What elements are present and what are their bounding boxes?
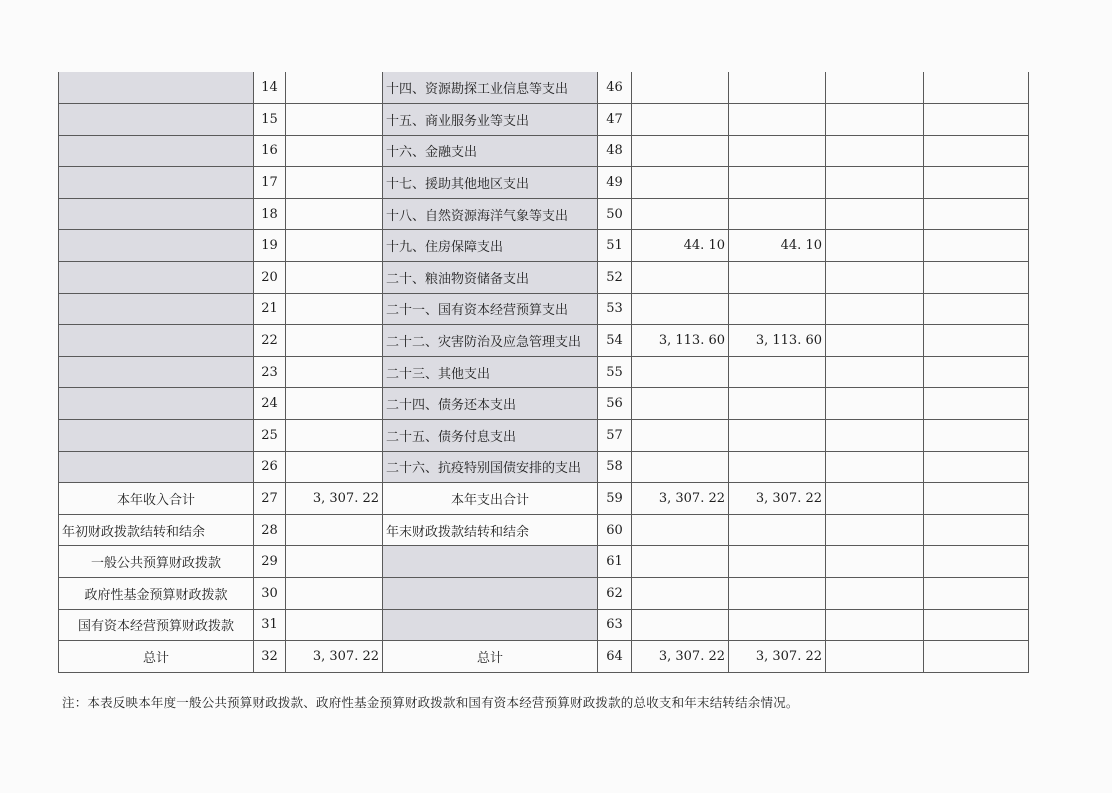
expense-item-cell: 十五、商业服务业等支出 — [383, 104, 598, 136]
income-line-no-cell: 25 — [254, 420, 286, 452]
income-amount-cell — [286, 198, 383, 230]
income-amount-cell — [286, 578, 383, 610]
blank-column-cell — [826, 578, 924, 610]
blank-column-cell — [826, 104, 924, 136]
expense-line-no-cell: 52 — [598, 262, 632, 294]
expense-subtotal-cell: 3, 113. 60 — [729, 325, 826, 357]
blank-column-cell — [826, 356, 924, 388]
table-row — [59, 514, 1029, 546]
blank-column-cell — [924, 546, 1029, 578]
expense-subtotal-cell — [729, 420, 826, 452]
expense-total-cell: 44. 10 — [632, 230, 729, 262]
expense-item-cell: 本年支出合计 — [383, 483, 598, 515]
expense-line-no-cell: 46 — [598, 72, 632, 104]
table-row — [59, 356, 1029, 388]
income-item-cell — [59, 356, 254, 388]
income-line-no-cell: 31 — [254, 609, 286, 641]
expense-total-cell — [632, 262, 729, 294]
income-item-cell — [59, 198, 254, 230]
blank-column-cell — [826, 262, 924, 294]
table-row — [59, 262, 1029, 294]
income-amount-cell — [286, 514, 383, 546]
blank-column-cell — [924, 388, 1029, 420]
expense-line-no-cell: 47 — [598, 104, 632, 136]
blank-column-cell — [924, 514, 1029, 546]
table-row — [59, 167, 1029, 199]
blank-column-cell — [924, 641, 1029, 673]
income-item-cell — [59, 104, 254, 136]
table-row — [59, 230, 1029, 262]
expense-subtotal-cell — [729, 262, 826, 294]
income-amount-cell — [286, 262, 383, 294]
expense-line-no-cell: 58 — [598, 451, 632, 483]
blank-column-cell — [924, 230, 1029, 262]
table-row — [59, 135, 1029, 167]
expense-subtotal-cell — [729, 104, 826, 136]
blank-column-cell — [826, 325, 924, 357]
blank-column-cell — [924, 72, 1029, 104]
expense-item-cell: 二十三、其他支出 — [383, 356, 598, 388]
income-amount-cell — [286, 72, 383, 104]
expense-subtotal-cell — [729, 514, 826, 546]
expense-line-no-cell: 50 — [598, 198, 632, 230]
expense-total-cell — [632, 135, 729, 167]
blank-column-cell — [924, 451, 1029, 483]
expense-item-cell — [383, 609, 598, 641]
expense-total-cell: 3, 307. 22 — [632, 483, 729, 515]
expense-subtotal-cell — [729, 135, 826, 167]
expense-line-no-cell: 57 — [598, 420, 632, 452]
expense-total-cell: 3, 307. 22 — [632, 641, 729, 673]
expense-item-cell: 十八、自然资源海洋气象等支出 — [383, 198, 598, 230]
blank-column-cell — [924, 167, 1029, 199]
table-row — [59, 641, 1029, 673]
table-row — [59, 609, 1029, 641]
expense-line-no-cell: 60 — [598, 514, 632, 546]
expense-item-cell: 十六、金融支出 — [383, 135, 598, 167]
blank-column-cell — [924, 198, 1029, 230]
expense-subtotal-cell — [729, 578, 826, 610]
blank-column-cell — [826, 293, 924, 325]
expense-subtotal-cell — [729, 451, 826, 483]
expense-total-cell — [632, 72, 729, 104]
blank-column-cell — [826, 388, 924, 420]
expense-total-cell — [632, 356, 729, 388]
table-footnote: 注：本表反映本年度一般公共预算财政拨款、政府性基金预算财政拨款和国有资本经营预算财政拨款的总收支和年末结转结余情况。 — [62, 695, 799, 710]
expense-total-cell — [632, 451, 729, 483]
blank-column-cell — [826, 135, 924, 167]
table-row — [59, 578, 1029, 610]
income-item-cell — [59, 72, 254, 104]
blank-column-cell — [826, 167, 924, 199]
table-row — [59, 388, 1029, 420]
income-line-no-cell: 27 — [254, 483, 286, 515]
expense-total-cell — [632, 420, 729, 452]
table-row — [59, 104, 1029, 136]
income-item-cell — [59, 293, 254, 325]
income-line-no-cell: 29 — [254, 546, 286, 578]
income-amount-cell — [286, 609, 383, 641]
blank-column-cell — [924, 104, 1029, 136]
income-line-no-cell: 21 — [254, 293, 286, 325]
expense-total-cell — [632, 546, 729, 578]
income-line-no-cell: 30 — [254, 578, 286, 610]
income-amount-cell — [286, 293, 383, 325]
income-line-no-cell: 18 — [254, 198, 286, 230]
income-amount-cell — [286, 135, 383, 167]
blank-column-cell — [924, 135, 1029, 167]
income-amount-cell: 3, 307. 22 — [286, 641, 383, 673]
expense-item-cell: 二十二、灾害防治及应急管理支出 — [383, 325, 598, 357]
expense-line-no-cell: 51 — [598, 230, 632, 262]
blank-column-cell — [826, 420, 924, 452]
income-item-cell: 本年收入合计 — [59, 483, 254, 515]
income-item-cell: 政府性基金预算财政拨款 — [59, 578, 254, 610]
income-line-no-cell: 15 — [254, 104, 286, 136]
table-row — [59, 420, 1029, 452]
expense-line-no-cell: 54 — [598, 325, 632, 357]
blank-column-cell — [924, 420, 1029, 452]
expense-subtotal-cell: 3, 307. 22 — [729, 483, 826, 515]
income-line-no-cell: 28 — [254, 514, 286, 546]
expense-item-cell: 十七、援助其他地区支出 — [383, 167, 598, 199]
income-line-no-cell: 19 — [254, 230, 286, 262]
expense-total-cell — [632, 167, 729, 199]
expense-line-no-cell: 49 — [598, 167, 632, 199]
income-item-cell — [59, 388, 254, 420]
expense-subtotal-cell — [729, 609, 826, 641]
table-row — [59, 293, 1029, 325]
expense-subtotal-cell — [729, 72, 826, 104]
blank-column-cell — [826, 483, 924, 515]
income-line-no-cell: 20 — [254, 262, 286, 294]
income-amount-cell — [286, 356, 383, 388]
income-amount-cell — [286, 230, 383, 262]
expense-item-cell: 二十、粮油物资储备支出 — [383, 262, 598, 294]
income-line-no-cell: 14 — [254, 72, 286, 104]
table-row — [59, 483, 1029, 515]
expense-total-cell — [632, 578, 729, 610]
table-row — [59, 72, 1029, 104]
blank-column-cell — [826, 641, 924, 673]
table-row — [59, 546, 1029, 578]
income-item-cell: 国有资本经营预算财政拨款 — [59, 609, 254, 641]
income-line-no-cell: 24 — [254, 388, 286, 420]
expense-total-cell — [632, 293, 729, 325]
expense-item-cell: 年末财政拨款结转和结余 — [383, 514, 598, 546]
expense-total-cell — [632, 514, 729, 546]
expense-subtotal-cell — [729, 167, 826, 199]
expense-subtotal-cell — [729, 388, 826, 420]
blank-column-cell — [826, 514, 924, 546]
expense-line-no-cell: 61 — [598, 546, 632, 578]
expense-item-cell: 二十五、债务付息支出 — [383, 420, 598, 452]
expense-subtotal-cell: 3, 307. 22 — [729, 641, 826, 673]
table-row — [59, 451, 1029, 483]
blank-column-cell — [924, 578, 1029, 610]
expense-total-cell — [632, 104, 729, 136]
expense-subtotal-cell — [729, 546, 826, 578]
blank-column-cell — [924, 325, 1029, 357]
income-item-cell — [59, 230, 254, 262]
income-line-no-cell: 32 — [254, 641, 286, 673]
income-item-cell — [59, 262, 254, 294]
income-item-cell — [59, 135, 254, 167]
table-row — [59, 198, 1029, 230]
blank-column-cell — [924, 293, 1029, 325]
income-amount-cell: 3, 307. 22 — [286, 483, 383, 515]
expense-subtotal-cell — [729, 198, 826, 230]
income-item-cell — [59, 451, 254, 483]
blank-column-cell — [826, 72, 924, 104]
blank-column-cell — [924, 483, 1029, 515]
blank-column-cell — [924, 262, 1029, 294]
table-row — [59, 325, 1029, 357]
income-amount-cell — [286, 104, 383, 136]
income-item-cell — [59, 420, 254, 452]
expense-line-no-cell: 59 — [598, 483, 632, 515]
blank-column-cell — [924, 609, 1029, 641]
expense-line-no-cell: 63 — [598, 609, 632, 641]
income-amount-cell — [286, 167, 383, 199]
income-line-no-cell: 26 — [254, 451, 286, 483]
income-amount-cell — [286, 451, 383, 483]
expense-subtotal-cell — [729, 356, 826, 388]
income-item-cell: 年初财政拨款结转和结余 — [59, 514, 254, 546]
income-line-no-cell: 23 — [254, 356, 286, 388]
expense-total-cell — [632, 198, 729, 230]
expense-line-no-cell: 64 — [598, 641, 632, 673]
income-amount-cell — [286, 546, 383, 578]
expense-item-cell: 二十六、抗疫特别国债安排的支出 — [383, 451, 598, 483]
income-item-cell — [59, 167, 254, 199]
expense-total-cell: 3, 113. 60 — [632, 325, 729, 357]
expense-item-cell: 二十四、债务还本支出 — [383, 388, 598, 420]
expense-item-cell: 总计 — [383, 641, 598, 673]
income-item-cell: 一般公共预算财政拨款 — [59, 546, 254, 578]
expense-item-cell: 十九、住房保障支出 — [383, 230, 598, 262]
expense-line-no-cell: 62 — [598, 578, 632, 610]
expense-line-no-cell: 48 — [598, 135, 632, 167]
income-amount-cell — [286, 388, 383, 420]
income-item-cell: 总计 — [59, 641, 254, 673]
expense-subtotal-cell — [729, 293, 826, 325]
expense-item-cell: 十四、资源勘探工业信息等支出 — [383, 72, 598, 104]
blank-column-cell — [826, 546, 924, 578]
income-item-cell — [59, 325, 254, 357]
expense-line-no-cell: 55 — [598, 356, 632, 388]
expense-item-cell — [383, 546, 598, 578]
expense-line-no-cell: 56 — [598, 388, 632, 420]
expense-item-cell: 二十一、国有资本经营预算支出 — [383, 293, 598, 325]
table-body — [59, 72, 1029, 672]
blank-column-cell — [826, 451, 924, 483]
income-line-no-cell: 16 — [254, 135, 286, 167]
expense-subtotal-cell: 44. 10 — [729, 230, 826, 262]
income-line-no-cell: 22 — [254, 325, 286, 357]
blank-column-cell — [826, 198, 924, 230]
expense-item-cell — [383, 578, 598, 610]
income-amount-cell — [286, 325, 383, 357]
income-line-no-cell: 17 — [254, 167, 286, 199]
blank-column-cell — [924, 356, 1029, 388]
blank-column-cell — [826, 230, 924, 262]
income-amount-cell — [286, 420, 383, 452]
expense-total-cell — [632, 609, 729, 641]
blank-column-cell — [826, 609, 924, 641]
expense-total-cell — [632, 388, 729, 420]
expense-line-no-cell: 53 — [598, 293, 632, 325]
fiscal-appropriation-table — [58, 72, 1029, 673]
